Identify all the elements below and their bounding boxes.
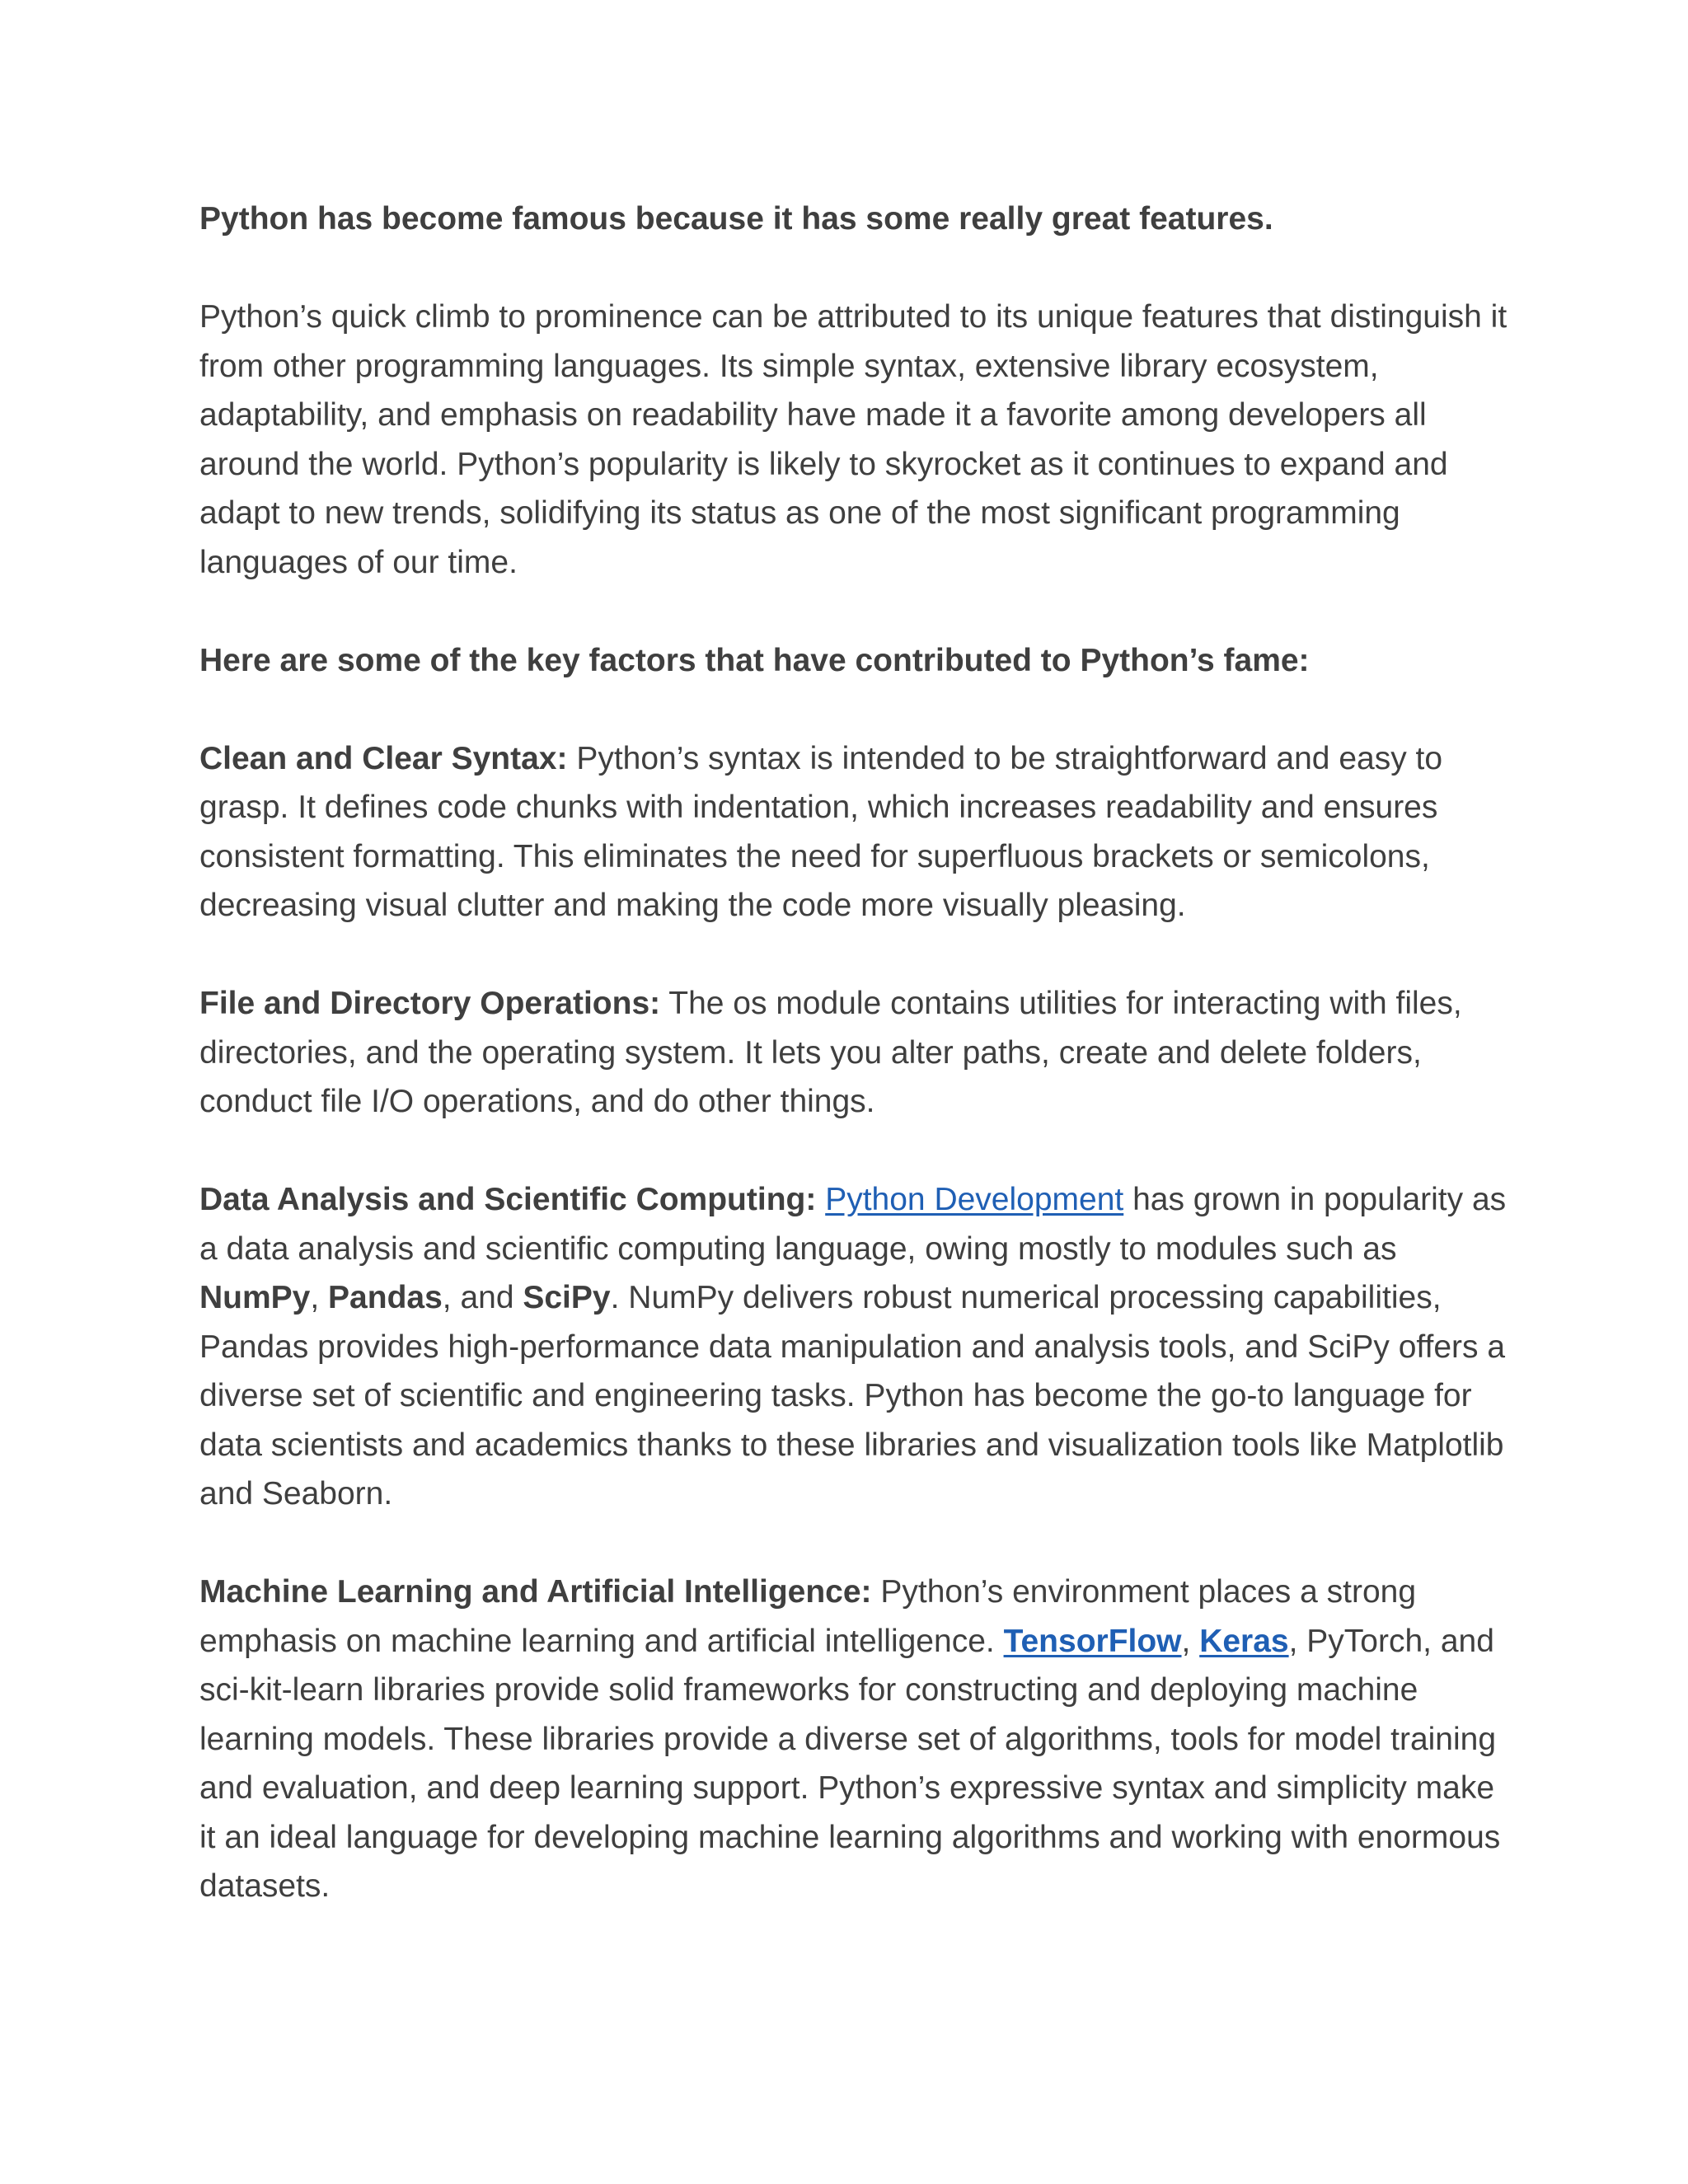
files-title: File and Directory Operations: (199, 986, 661, 1021)
pandas-term: Pandas (328, 1280, 443, 1315)
ml-paragraph (199, 1568, 1518, 1911)
heading-text: Python has become famous because it has some really great features. (199, 201, 1273, 237)
syntax-text: Python’s syntax is intended to be straightforward and easy to grasp. It defines code chunks with indentation, which increases readability and ensures consistent formatting. This eliminates the need for superfluous brackets or semicolons, decreasing visual clutter and making the code more visually pleasing. (199, 740, 1443, 923)
keras-link[interactable]: Keras (1199, 1623, 1289, 1659)
heading-text: Here are some of the key factors that have contributed to Python’s fame: (199, 642, 1310, 678)
data-analysis-title: Data Analysis and Scientific Computing: (199, 1182, 817, 1217)
document-body (199, 194, 1518, 1960)
ml-text-a: Python’s environment places a strong emphasis on machine learning and artificial intelligence. (199, 1574, 1417, 1659)
data-analysis-text-a: has grown in popularity as a data analysis and scientific computing language, owing mostly to modules such as (199, 1182, 1507, 1267)
data-analysis-paragraph (199, 1175, 1518, 1519)
numpy-term: NumPy (199, 1280, 311, 1315)
files-paragraph (199, 979, 1518, 1127)
separator: , (310, 1280, 329, 1315)
heading-famous-features (199, 194, 1518, 244)
syntax-title: Clean and Clear Syntax: (199, 740, 568, 776)
ml-title: Machine Learning and Artificial Intelligence: (199, 1574, 872, 1610)
scipy-term: SciPy (523, 1280, 611, 1315)
ml-text-b: , PyTorch, and sci-kit-learn libraries provide solid frameworks for constructing and deploying machine learning models. These libraries provide a diverse set of algorithms, tools for model training and evaluation, and deep learning support. Python’s expressive syntax and simplicity make it an ideal language for developing machine learning algorithms and working with enormous datasets. (199, 1623, 1501, 1904)
intro-paragraph: Python’s quick climb to prominence can be attributed to its unique features that distinguish it from other programming languages. Its simple syntax, extensive library ecosystem, adaptability, and emphasis on readability have made it a favorite among developers all around the world. Python’s popularity is likely to skyrocket as it continues to expand and adapt to new trends, solidifying its status as one of the most significant programming languages of our time. (199, 299, 1507, 580)
heading-key-factors (199, 636, 1518, 686)
python-development-link[interactable]: Python Development (825, 1182, 1124, 1217)
syntax-paragraph (199, 734, 1518, 930)
separator: , and (442, 1280, 523, 1315)
tensorflow-link[interactable]: TensorFlow (1003, 1623, 1182, 1659)
files-text: The os module contains utilities for interacting with files, directories, and the operating system. It lets you alter paths, create and delete folders, conduct file I/O operations, and do other things. (199, 986, 1462, 1119)
separator: , (1181, 1623, 1200, 1659)
data-analysis-text-b: . NumPy delivers robust numerical processing capabilities, Pandas provides high-performance data manipulation and analysis tools, and SciPy offers a diverse set of scientific and engineering tasks. Python has become the go-to language for data scientists and academics thanks to these libraries and visualization tools like Matplotlib and Seaborn. (199, 1280, 1506, 1511)
